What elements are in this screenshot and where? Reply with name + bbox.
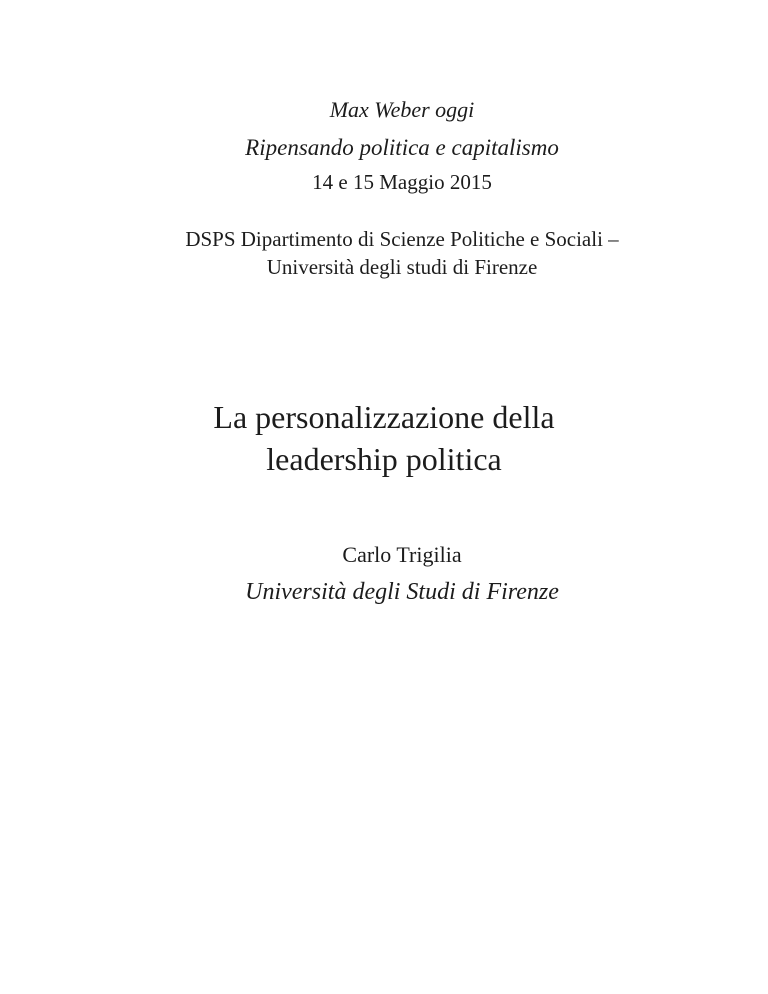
author-name: Carlo Trigilia bbox=[342, 542, 462, 567]
event-title: Max Weber oggi bbox=[329, 97, 475, 122]
document-title bbox=[0, 396, 768, 480]
author-affiliation: Università degli Studi di Firenze bbox=[245, 579, 559, 605]
document-title-line-1: La personalizzazione della bbox=[213, 399, 555, 435]
event-date: 14 e 15 Maggio 2015 bbox=[312, 170, 492, 194]
organizer-line-1: DSPS Dipartimento di Scienze Politiche e Sociali – bbox=[185, 227, 619, 251]
organizer-line-2: Università degli studi di Firenze bbox=[266, 255, 538, 279]
document-title-line-2: leadership politica bbox=[266, 441, 502, 477]
event-subtitle: Ripensando politica e capitalismo bbox=[245, 135, 559, 160]
